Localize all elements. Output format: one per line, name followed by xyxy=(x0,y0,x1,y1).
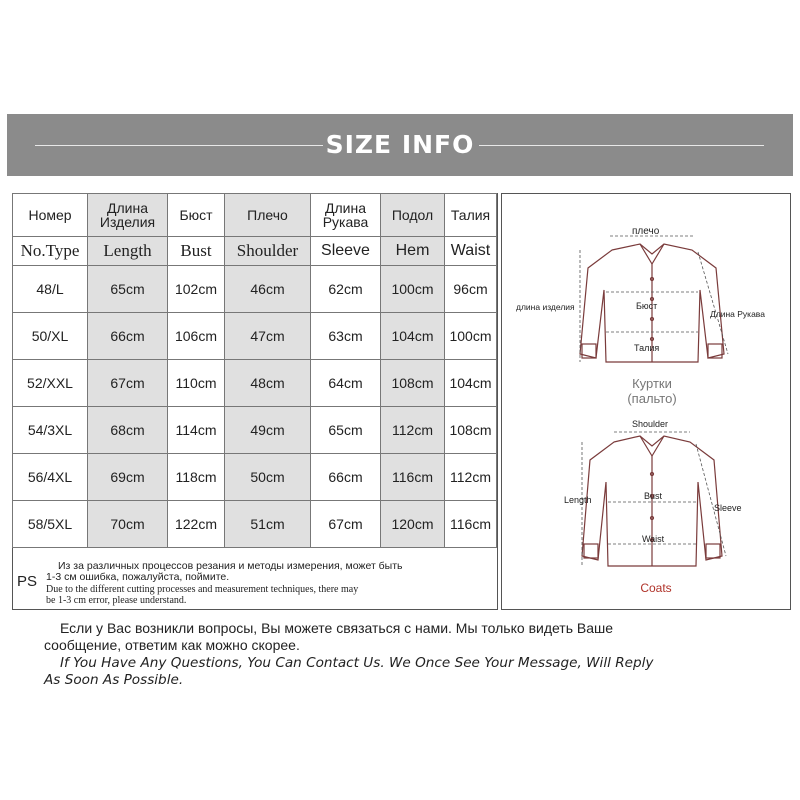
jacket-bust-label: Бюст xyxy=(636,301,658,311)
coat-length-label: Length xyxy=(564,495,592,505)
length-cell: 68cm xyxy=(88,407,168,454)
note-en-line1: Due to the different cutting processes and measurement techniques, there may xyxy=(46,584,359,595)
header-ru-cell: Плечо xyxy=(225,194,311,237)
shoulder-cell: 47cm xyxy=(225,313,311,360)
bust-cell: 110cm xyxy=(168,360,225,407)
size-cell: 56/4XL xyxy=(13,454,88,501)
size-table xyxy=(12,193,497,548)
length-cell: 69cm xyxy=(88,454,168,501)
sleeve-cell: 64cm xyxy=(311,360,381,407)
note-ru-line1: Из за различных процессов резания и методы измерения, может быть xyxy=(58,560,403,572)
header-en-cell: Shoulder xyxy=(225,237,311,266)
coat-sleeve-label: Sleeve xyxy=(714,503,742,513)
note-en-line2: be 1-3 cm error, please understand. xyxy=(46,595,187,606)
size-info-banner xyxy=(7,114,793,176)
bust-cell: 106cm xyxy=(168,313,225,360)
header-ru-cell: Подол xyxy=(381,194,445,237)
bust-cell: 102cm xyxy=(168,266,225,313)
contact-ru-line1: Если у Вас возникли вопросы, Вы можете связаться с нами. Мы только видеть Ваше xyxy=(60,620,614,636)
measurement-diagram-panel xyxy=(501,193,791,610)
sleeve-cell: 62cm xyxy=(311,266,381,313)
hem-cell: 120cm xyxy=(381,501,445,548)
length-cell: 65cm xyxy=(88,266,168,313)
header-en-cell: Hem xyxy=(381,237,445,266)
sleeve-cell: 66cm xyxy=(311,454,381,501)
bust-cell: 122cm xyxy=(168,501,225,548)
header-row-ru xyxy=(13,194,497,237)
shoulder-cell: 51cm xyxy=(225,501,311,548)
waist-cell: 116cm xyxy=(445,501,497,548)
header-ru-cell: Длина Изделия xyxy=(88,194,168,237)
header-ru-cell: Бюст xyxy=(168,194,225,237)
contact-ru-line2: сообщение, ответим как можно скорее. xyxy=(44,637,300,653)
sleeve-cell: 63cm xyxy=(311,313,381,360)
bust-cell: 118cm xyxy=(168,454,225,501)
length-cell: 66cm xyxy=(88,313,168,360)
jacket-length-label: длина изделия xyxy=(516,302,575,312)
coat-caption: Coats xyxy=(640,581,672,595)
jacket-shoulder-label: плечо xyxy=(632,226,660,237)
banner-line-right xyxy=(479,145,764,146)
table-row xyxy=(13,266,497,313)
hem-cell: 108cm xyxy=(381,360,445,407)
length-cell: 67cm xyxy=(88,360,168,407)
jacket-caption-ru-sub: (пальто) xyxy=(627,391,677,406)
jacket-caption-ru: Куртки xyxy=(632,376,672,391)
header-ru-cell: Талия xyxy=(445,194,497,237)
waist-cell: 112cm xyxy=(445,454,497,501)
table-row xyxy=(13,313,497,360)
table-row xyxy=(13,501,497,548)
coat-bust-label: Bust xyxy=(644,491,663,501)
hem-cell: 116cm xyxy=(381,454,445,501)
size-cell: 50/XL xyxy=(13,313,88,360)
sleeve-cell: 67cm xyxy=(311,501,381,548)
bust-cell: 114cm xyxy=(168,407,225,454)
header-en-cell: No.Type xyxy=(13,237,88,266)
size-cell: 54/3XL xyxy=(13,407,88,454)
waist-cell: 96cm xyxy=(445,266,497,313)
hem-cell: 104cm xyxy=(381,313,445,360)
contact-en-line1: If You Have Any Questions, You Can Contact Us. We Once See Your Message, Will Reply xyxy=(60,655,654,671)
coat-shoulder-label: Shoulder xyxy=(632,419,669,429)
shoulder-cell: 49cm xyxy=(225,407,311,454)
header-en-cell: Waist xyxy=(445,237,497,266)
header-ru-cell: Длина Рукава xyxy=(311,194,381,237)
jacket-waist-label: Талия xyxy=(634,343,660,353)
shoulder-cell: 48cm xyxy=(225,360,311,407)
waist-cell: 104cm xyxy=(445,360,497,407)
size-cell: 48/L xyxy=(13,266,88,313)
hem-cell: 112cm xyxy=(381,407,445,454)
sleeve-cell: 65cm xyxy=(311,407,381,454)
size-cell: 52/XXL xyxy=(13,360,88,407)
contact-en-line2: As Soon As Possible. xyxy=(44,672,184,688)
shoulder-cell: 50cm xyxy=(225,454,311,501)
header-ru-cell: Номер xyxy=(13,194,88,237)
hem-cell: 100cm xyxy=(381,266,445,313)
banner-title: SIZE INFO xyxy=(325,130,475,159)
waist-cell: 100cm xyxy=(445,313,497,360)
coat-illustration xyxy=(582,436,722,566)
header-en-cell: Length xyxy=(88,237,168,266)
note-ru-line2: 1-3 см ошибка, пожалуйста, поймите. xyxy=(46,571,230,583)
table-row xyxy=(13,454,497,501)
table-row xyxy=(13,407,497,454)
length-cell: 70cm xyxy=(88,501,168,548)
shoulder-cell: 46cm xyxy=(225,266,311,313)
header-en-cell: Bust xyxy=(168,237,225,266)
table-row xyxy=(13,360,497,407)
size-cell: 58/5XL xyxy=(13,501,88,548)
measurement-note xyxy=(12,558,496,608)
coat-waist-label: Waist xyxy=(642,534,665,544)
jacket-sleeve-label: Длина Рукава xyxy=(710,309,765,319)
waist-cell: 108cm xyxy=(445,407,497,454)
ps-label: PS xyxy=(17,573,38,590)
header-row-en xyxy=(13,237,497,266)
header-en-cell: Sleeve xyxy=(311,237,381,266)
